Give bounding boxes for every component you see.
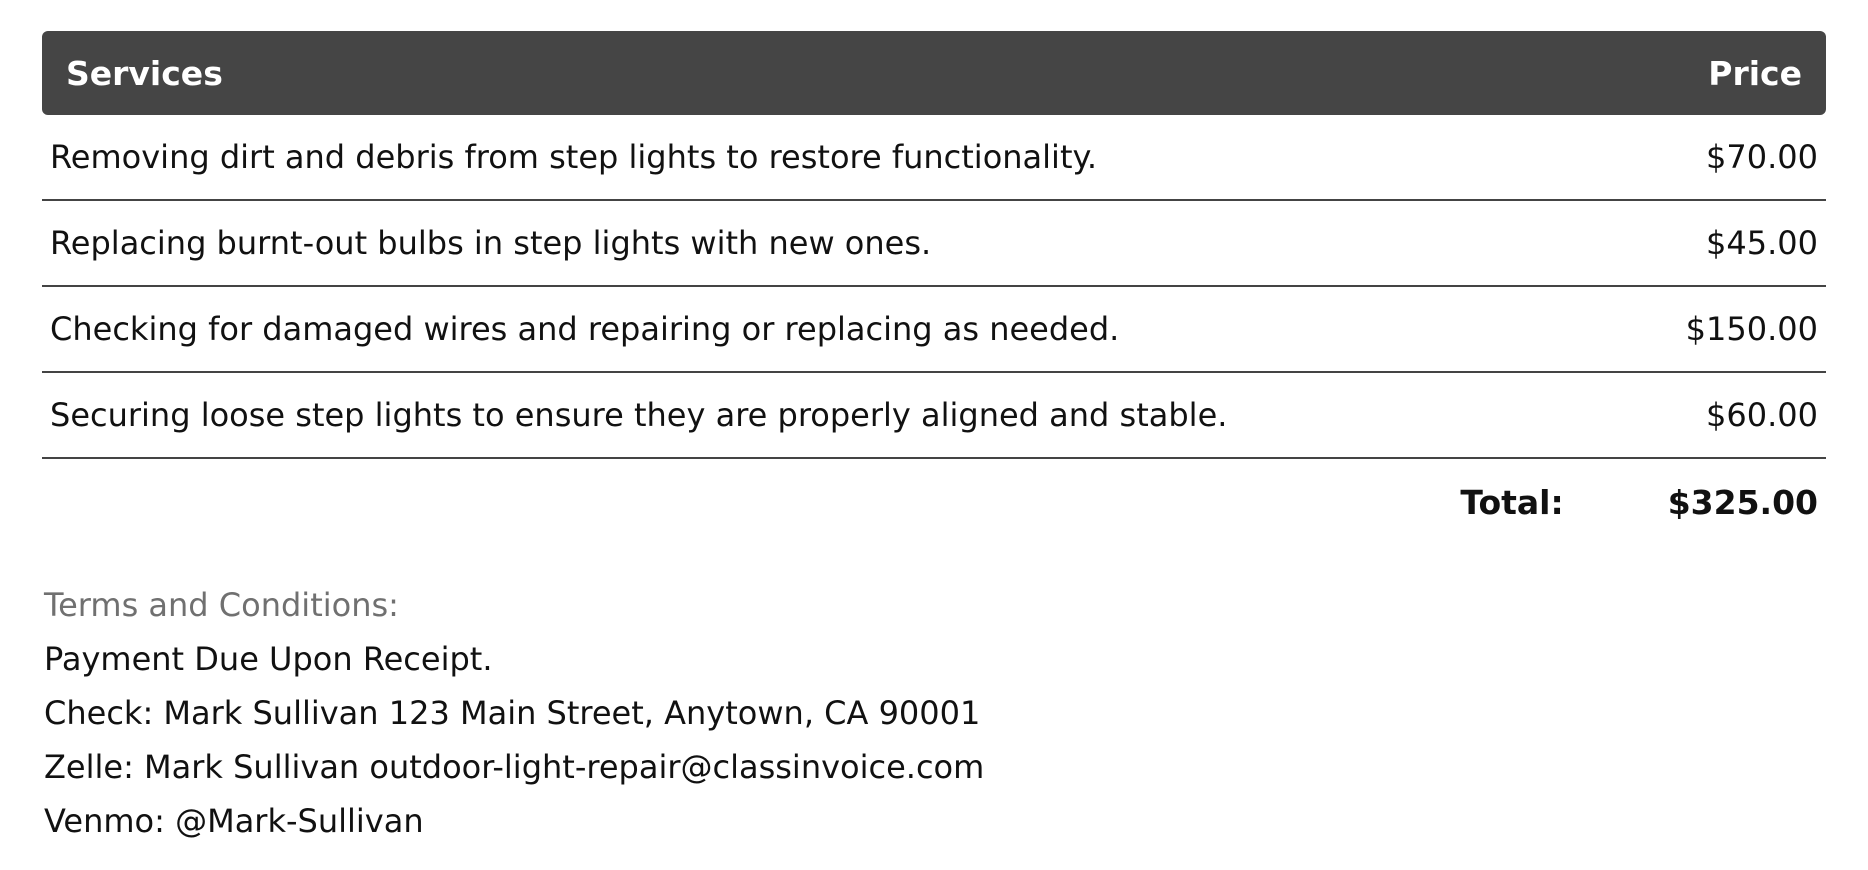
terms-line-check: Check: Mark Sullivan 123 Main Street, Anytown, CA 90001 <box>44 694 981 732</box>
service-price: $150.00 <box>1685 310 1818 348</box>
services-table <box>42 31 1826 545</box>
terms-section <box>44 578 984 848</box>
total-label: Total: <box>1460 482 1564 522</box>
price-column-header: Price <box>1708 53 1802 93</box>
service-description: Securing loose step lights to ensure they are properly aligned and stable. <box>50 396 1228 434</box>
service-price: $70.00 <box>1706 138 1818 176</box>
total-value: $325.00 <box>1667 482 1818 522</box>
terms-line-payment: Payment Due Upon Receipt. <box>44 640 493 678</box>
service-price: $45.00 <box>1706 224 1818 262</box>
service-description: Replacing burnt-out bulbs in step lights with new ones. <box>50 224 932 262</box>
terms-title: Terms and Conditions: <box>44 586 399 624</box>
service-description: Removing dirt and debris from step lights to restore functionality. <box>50 138 1098 176</box>
terms-line-venmo: Venmo: @Mark-Sullivan <box>44 802 424 840</box>
table-row <box>42 373 1826 459</box>
terms-line-zelle: Zelle: Mark Sullivan outdoor-light-repair@classinvoice.com <box>44 748 985 786</box>
table-row <box>42 287 1826 373</box>
table-row <box>42 201 1826 287</box>
total-row <box>42 459 1826 545</box>
service-description: Checking for damaged wires and repairing or replacing as needed. <box>50 310 1120 348</box>
table-row <box>42 115 1826 201</box>
services-column-header: Services <box>66 53 223 93</box>
table-header <box>42 31 1826 115</box>
service-price: $60.00 <box>1706 396 1818 434</box>
